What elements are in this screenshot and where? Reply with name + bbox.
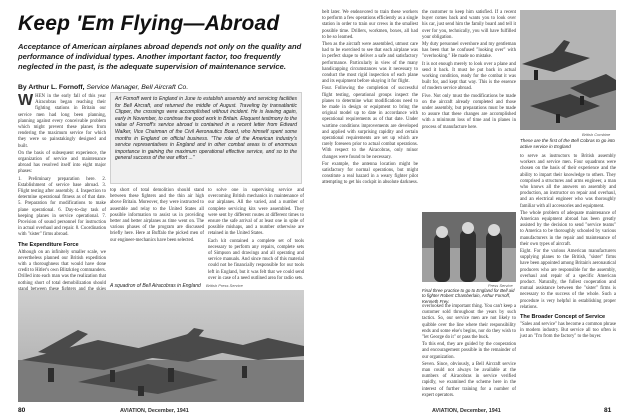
photo-airacobra-squadron <box>18 290 304 402</box>
paragraph: overlooked the important thing. You can't keep a customer sold throughout the years by such tactics. So, our service men are not likely to quibble over the line where their responsibility ends and some else's begins, nor do they wish to "let George do it" or pass the buck. <box>422 304 516 341</box>
paragraph: My duty personnel overshore and my gentleman has been that he confused "looking over" with "overlooking." He made no mistake. <box>422 42 516 60</box>
photo-caption: A squadron of Bell Airacobras in England <box>110 283 201 289</box>
page-number-right: 81 <box>604 407 612 414</box>
paragraph: Eight. For the various American manufacturers supplying planes to the British, "sister" firms have been appointed among Britain's aeronautical producers who are responsible for the assembly, overhaul and repair of a specific American product. Naturally, the fullest cooperation and mutual assistance between the "sister" firms is necessary to the success of the whole. Such a procedure is very helpful in establishing proper relations. <box>520 249 616 310</box>
paragraph: Each kit contained a complete set of tools necessary to perform any repairs, complete sets of Simpson and drawings and all operating and service manuals. And since much of this material could not be financially responsible for our tools left in England, but it was felt that we could send over in case of a need outlined area for radio sets. <box>208 238 304 281</box>
photo-caption: Final three practice to go to England for Bell aid to fighter Robert Chamberlain, Arthur Fornoff, Kenneth Frey. <box>422 288 515 304</box>
article-title: Keep 'Em Flying—Abroad <box>18 12 280 35</box>
column-1 <box>18 92 106 286</box>
paragraph: the customer to keep him satisfied. If a recent buyer comes back and wants you to look over his car, just send him the family board and tell it over for you, technically, you will have fulfilled your obligation. <box>422 10 516 40</box>
paragraph: "Sales and service" has become a common phrase in modern industry. But service all too often is just an "I'm from the factory" to the buyer. <box>520 322 616 340</box>
editor-note-box: Art Fornoff went to England in June to establish assembly and servicing facilities for Bell Aircraft, and returned the middle of August. Traveling by transatlantic Clipper, the crossings were accomplished without incident. He is leaving again, early in November, to continue the good work in Britain. Eloquent testimony to the value of Fornoff's service abroad is contained in a recent letter from Edward Walker, Vice Chairman of the Civil Aeronautics Board, who himself spent some months in England on official business. "The role of the American industry's service representatives in England and in other combat areas is of enormous importance in gaining the maximum operational effective service, and so to the general success of the war effort ..." <box>110 92 302 184</box>
photo-caption: These are the first of the Bell Cobras to go into active service in England <box>520 138 615 149</box>
photo-bell-cobras-service <box>520 10 616 130</box>
article-deck: Acceptance of American airplanes abroad depends not only on the quality and performance of individual types. Another important factor, too frequently neglected in the past, is the adequate supervision of maintenance service. <box>18 42 302 71</box>
column-3 <box>208 188 304 280</box>
subhead: The Broader Concept of Service <box>520 314 606 321</box>
team-photo-image <box>422 212 516 282</box>
byline <box>18 84 188 91</box>
paragraph: Five. Not only must the modifications be made on the aircraft already completed and those under assembly, but preparations must be made to assure that these changes are accomplished with a minimum loss of time and in planes in process of manufacture here. <box>422 93 516 130</box>
column-6 <box>422 304 516 402</box>
photo-bell-team <box>422 212 516 282</box>
footer-right: AVIATION, December, 1941 <box>432 408 501 414</box>
byline-author: By Arthur L. Fornoff, <box>18 84 85 91</box>
paragraph: On the basis of subsequent experience, the organization of service and maintenance abroad has resolved itself into eight major phases: <box>18 150 106 175</box>
paragraph: For example, the antenna location might be satisfactory for normal operations, but might constitute a real hazard in a weary fighter pilot attempting to get his cockpit in absolute darkness. <box>322 161 418 186</box>
column-2 <box>110 188 204 280</box>
footer-left: AVIATION, December, 1941 <box>120 408 189 414</box>
paragraph: To this end, they are guided by the cooperation and encouragement possible in the remainder of our organization. <box>422 342 516 360</box>
paragraph: Seven. Since, obviously, a Bell Aircraft service man could not always be available at the numbers of Airacobras in service verified rapidly, we examined the scheme here in the interest of further training for a number of expert operators. <box>422 361 516 398</box>
cobras-photo-image <box>520 10 616 130</box>
photo-credit: British Press Service <box>206 283 243 288</box>
subhead: The Expenditure Force <box>18 241 79 248</box>
paragraph: belt later. We endeavored to train these workers to perform a few operations efficiently as a single station in order to train our crews in the smallest possible time. Drillers, workmen, boxes, all had to be so learned. <box>322 10 418 40</box>
photo-credit: British Combine <box>582 132 611 137</box>
squadron-photo-image <box>18 290 304 402</box>
right-page <box>312 0 624 420</box>
paragraph: WHEN in the early fall of this year Airacobras began reaching their fighting stations in Britain our service men had long been planning, planning against every conceivable problem which might prevent these planes from rendering the maximum service for which they were so painstakingly designed and built. <box>18 92 106 149</box>
paragraph: Four. Following the completion of successful flight testing, operational groups inspect the planes to determine what modifications need to be made in design or equipment to bring the original model up to date in accordance with operational requirements as of that date. Under wartime conditions improvements are developed and applied with surprising rapidity and certain operational requirements are set up which are rarely foreseen prior to actual combat operations. With respect to the Airacobras, only minor changes were found to be necessary. <box>322 86 418 160</box>
paragraph: The whole problem of adequate maintenance of American equipment abroad has been greatly assisted by the decision to send "service teams" to America to be thoroughly schooled by various manufacturers in the repair and maintenance of their own types of aircraft. <box>520 210 616 247</box>
paragraph: Although on an infinitely smaller scale, we nevertheless planned our British expedition with a thoroughness that would have done credit to Hitler's own Blitzkrieg commanders. Drilled into each man was the realization that nothing short of total demobilization should <box>18 249 106 286</box>
photo-credit: Press Service <box>488 283 513 288</box>
page-number-left: 80 <box>18 407 26 414</box>
column-4 <box>322 10 418 402</box>
paragraph: Then as the aircraft were assembled, utmost care had to be exercised to see that each airplane was in perfect shape to deliver a safe and satisfactory performance. Particularly in view of the many handicapping circumstances was it necessary to conduct the most rigid inspection of each plane and its equipment before okaying it for flight. <box>322 42 418 85</box>
numbered-list: 1. Preliminary preparation here. 2. Establishment of service base abroad. 3. Flight testing after assembly. 4. Inspection to determine operational fitness as of that date. 5. Preparation for modifications to make plane operational. 6. Day-to-day task of keeping planes in service operational. 7. Provision of sound personnel for instruction in actual overhaul and repair. 8. Coordination with "sister" firms abroad. <box>18 176 106 238</box>
paragraph: It is not enough merely to look over a plane and send it back. It must be put back in actual working condition, ready for the combat it was built for, and kept that way. This is the essence of modern service abroad. <box>422 61 516 92</box>
paragraph: top short of total demolition should stand between these fighters and the thin air high above Britain. Moreover, they were instructed to assemble and relay to the United States all possible information to assist us in providing better and better airplanes as time went on. The various phases of the program are discussed briefly here. Here at Buffalo the picked men of our engineer-mechanics have been selected. <box>110 188 204 243</box>
paragraph: to solve one in supervising service and overcoming British mechanics in maintenance of our airplanes. All the varied, and a number of complete servicing kits were assembled. They were sent by different routes at different times to ensure the safe arrival of at least one in spite of possible mishaps, and a number otherwise are retained in the United States. <box>208 188 304 237</box>
byline-role: Service Manager, Bell Aircraft Co. <box>86 84 189 91</box>
paragraph: to serve as instructors to British assembly workers and service men. Four squadrons were chosen on the basis of their experience and the ability to impart their knowledge to others. They comprised a structures and arms engineer, a man who knows all the answers on assembly and production, an instructor on repair and overhaul, and an electrical engineer who was thoroughly familiar with all accessories and equipment. <box>520 154 616 209</box>
column-5 <box>422 10 516 206</box>
column-7 <box>520 154 616 402</box>
drop-cap: W <box>18 92 34 109</box>
